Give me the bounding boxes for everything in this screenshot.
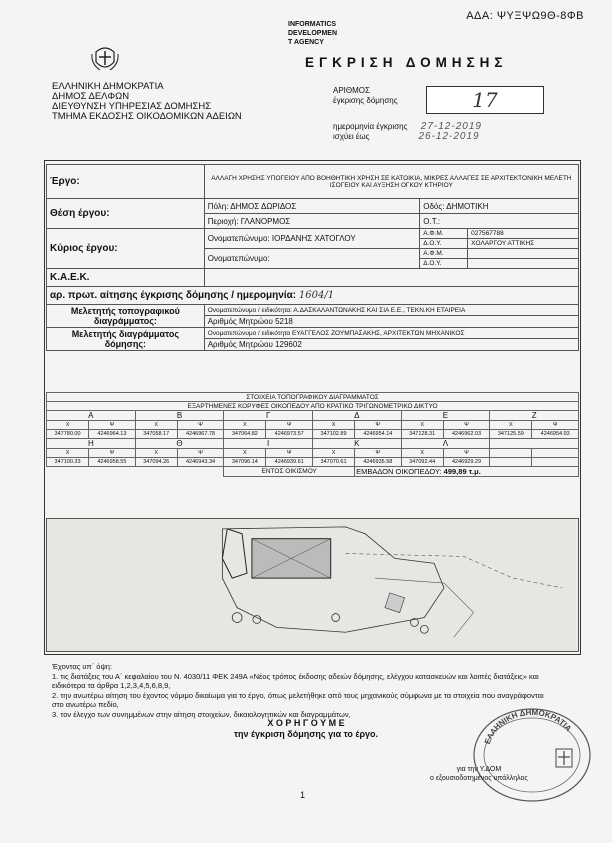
- afm-label-2: Α.Φ.Μ.: [420, 249, 468, 259]
- coord-cell: [532, 458, 579, 467]
- vertex-letter: Α: [47, 411, 136, 421]
- coord-cell: 4246954.93: [532, 430, 579, 439]
- owner-name-2: Ονοματεπώνυμο:: [204, 249, 420, 269]
- meletitis-dom-name: Ονοματεπώνυμο / ειδικότητα ΕΥΑΓΓΕΛΟΣ ΖΟΥΜΠΑΣΑΚΗΣ, ΑΡΧΙΤΕΚΤΩΝ ΜΗΧΑΝΙΚΟΣ: [204, 328, 578, 339]
- authority-line: ΕΛΛΗΝΙΚΗ ΔΗΜΟΚΡΑΤΙΑ: [52, 81, 164, 92]
- spacer: [47, 467, 224, 477]
- coord-cell: 347064.82: [224, 430, 266, 439]
- meletitis-dom-label: Μελετητής διαγράμματος δόμησης:: [47, 328, 205, 351]
- kaek-value: [204, 269, 578, 287]
- kaek-label: Κ.Α.Ε.Κ.: [47, 269, 205, 287]
- coord-cell: 4246929.29: [443, 458, 490, 467]
- doy-label-1: Δ.Ο.Υ.: [420, 239, 468, 249]
- coord-cell: 347780.00: [47, 430, 89, 439]
- coord-cell: 347128.31: [401, 430, 443, 439]
- coord-cell: 347058.17: [135, 430, 177, 439]
- vertex-letter: Γ: [224, 411, 313, 421]
- y-header: Ψ: [266, 421, 313, 430]
- y-header: Ψ: [89, 449, 136, 458]
- odos: Οδός: ΔΗΜΟΤΙΚΗ: [420, 199, 579, 214]
- coord-cell: 4246954.14: [355, 430, 402, 439]
- number-label-sub: έγκρισης δόμησης: [333, 96, 398, 105]
- coord-cell: 347102.89: [312, 430, 354, 439]
- signature-block: [430, 765, 528, 783]
- coord-cell: [490, 458, 532, 467]
- vertex-letter: Ζ: [490, 411, 579, 421]
- x-header: Χ: [224, 421, 266, 430]
- vertex-letter: Η: [47, 439, 136, 449]
- coord-cell: 4246962.03: [443, 430, 490, 439]
- coord-cell: 347092.44: [401, 458, 443, 467]
- owner-name-1: Ονοματεπώνυμο: ΙΟΡΔΑΝΗΣ ΧΑΤΟΓΛΟΥ: [204, 229, 420, 249]
- y-header: Ψ: [355, 421, 402, 430]
- x-header: Χ: [135, 449, 177, 458]
- x-header: Χ: [401, 421, 443, 430]
- considerations-heading: Έχοντας υπ΄ όψη:: [52, 662, 113, 671]
- afm-value-1: 027567788: [468, 229, 579, 239]
- coord-cell: 347125.59: [490, 430, 532, 439]
- afm-label-1: Α.Φ.Μ.: [420, 229, 468, 239]
- ergo-label: Έργο:: [47, 165, 205, 199]
- y-header: Ψ: [266, 449, 313, 458]
- vertex-letter: Β: [135, 411, 224, 421]
- y-header: Ψ: [532, 421, 579, 430]
- y-header: Ψ: [177, 421, 224, 430]
- number-label-main: ΑΡΙΘΜΟΣ: [333, 86, 370, 95]
- page-number: 1: [300, 790, 306, 800]
- authority-line: ΔΙΕΥΘΥΝΣΗ ΥΠΗΡΕΣΙΑΣ ΔΟΜΗΣΗΣ: [52, 101, 212, 112]
- thesi-label: Θέση έργου:: [47, 199, 205, 229]
- logo-line: T AGENCY: [288, 39, 324, 46]
- aitisi-value: 1604/1: [298, 290, 335, 301]
- logo-line: INFORMATICS: [288, 21, 337, 28]
- svg-text:ΕΛΛΗΝΙΚΗ ΔΗΜΟΚΡΑΤΙΑ: [483, 708, 573, 745]
- dates-block: [333, 122, 482, 142]
- doy-label-2: Δ.Ο.Υ.: [420, 259, 468, 269]
- y-header: Ψ: [443, 421, 490, 430]
- ergo-text: ΑΛΛΑΓΗ ΧΡΗΣΗΣ ΥΠΟΓΕΙΟΥ ΑΠΟ ΒΟΗΘΗΤΙΚΗ ΧΡΗΣΗ ΣΕ ΚΑΤΟΙΚΙΑ, ΜΙΚΡΕΣ ΑΛΛΑΓΕΣ ΣΕ ΑΡΧΙΤΕΚΤΟΝΙΚΗ ΜΕΛΕΤΗ ΙΣΟΓΕΙΟΥ ΚΑΙ ΑΥΞΗΣΗ ΟΓΚΟΥ ΚΤΗΡΙΟΥ: [204, 165, 578, 199]
- approval-number: 17: [472, 88, 498, 112]
- vertex-letter: Ι: [224, 439, 313, 449]
- coord-cell: 4246967.78: [177, 430, 224, 439]
- x-header: Χ: [490, 421, 532, 430]
- coord-cell: 347100.33: [47, 458, 89, 467]
- entos-oikismou: ΕΝΤΟΣ ΟΙΚΙΣΜΟΥ: [224, 467, 355, 477]
- informatics-agency-logo: [288, 20, 337, 47]
- authority-line: ΔΗΜΟΣ ΔΕΛΦΩΝ: [52, 91, 130, 102]
- logo-line: DEVELOPMEN: [288, 30, 338, 37]
- y-header: Ψ: [443, 449, 490, 458]
- aitisi-row: [47, 287, 579, 305]
- site-plan-drawing: [46, 518, 579, 652]
- vertex-letter: Λ: [401, 439, 490, 449]
- coord-cell: 4246973.57: [266, 430, 313, 439]
- meletitis-dom-mitroo: Αριθμός Μητρώου 129602: [204, 339, 578, 351]
- ada-code: ΑΔΑ: ΨΥΞΨΩ9Θ-8ΦΒ: [466, 10, 584, 22]
- poli: Πόλη: ΔΗΜΟΣ ΔΩΡΙΔΟΣ: [204, 199, 420, 214]
- x-header: Χ: [224, 449, 266, 458]
- number-box: [426, 86, 544, 114]
- topographic-table: [46, 392, 579, 477]
- official-stamp: [470, 705, 594, 805]
- topo-title-1: ΣΤΟΙΧΕΙΑ ΤΟΠΟΓΡΑΦΙΚΟΥ ΔΙΑΓΡΑΜΜΑΤΟΣ: [47, 393, 579, 402]
- consideration-item: 2. την ανωτέρω αίτηση του έχοντος νόμιμο δικαίωμα για το έργο, όπως μελετήθηκε από τους μηχανικούς σύμφωνα με τα στοιχεία που αναγράφονται στο ανωτέρω πεδίο,: [52, 690, 544, 710]
- coord-cell: 4246935.58: [355, 458, 402, 467]
- x-header: Χ: [47, 449, 89, 458]
- y-header: Ψ: [89, 421, 136, 430]
- y-header: Ψ: [177, 449, 224, 458]
- vertex-letter: Δ: [312, 411, 401, 421]
- valid-until-value: 26-12-2019: [418, 131, 480, 142]
- consideration-item: 1. τις διατάξεις του Α΄ κεφαλαίου του Ν. 4030/11 ΦΕΚ 249Α «Νέος τρόπος έκδοσης αδειών δόμησης, ελέγχου κατασκευών και λοιπές διατάξεις» και ειδικότερα τα άρθρα 1,2,3,4,5,6,8,9,: [52, 671, 539, 691]
- coat-of-arms-icon: [90, 42, 120, 74]
- project-details-table: [46, 164, 579, 351]
- x-header: Χ: [401, 449, 443, 458]
- coord-cell: 4246958.55: [89, 458, 136, 467]
- doy-value-2: [468, 259, 579, 269]
- aitisi-label: αρ. πρωτ. αίτησης έγκρισης δόμησης / ημερομηνία:: [50, 290, 297, 301]
- y-header: Ψ: [355, 449, 402, 458]
- consideration-item: 3. τον έλεγχο των συνημμένων στην αίτηση στοιχείων, δικαιολογητικών και διαγραμμάτων,: [52, 709, 351, 719]
- vertex-letter: Κ: [312, 439, 401, 449]
- signature-line-1: για την Υ.ΔΟΜ: [456, 766, 502, 773]
- doy-value-1: ΧΟΛΑΡΓΟΥ ΑΤΤΙΚΗΣ: [468, 239, 579, 249]
- x-header: Χ: [312, 421, 354, 430]
- empty-cell: [532, 449, 579, 458]
- vertex-letter: Θ: [135, 439, 224, 449]
- stamp-text: ΕΛΛΗΝΙΚΗ ΔΗΜΟΚΡΑΤΙΑ: [482, 707, 574, 746]
- meletitis-topo-name: Ονοματεπώνυμο / ειδικότητα: Α.ΔΑΣΚΑΛΑΝΤΩΝΑΚΗΣ ΚΑΙ ΣΙΑ Ε.Ε., ΤΕΚΝ.ΚΗ ΕΤΑΙΡΕΙΑ: [204, 305, 578, 316]
- approval-date-value: 27-12-2019: [420, 121, 482, 132]
- meletitis-topo-mitroo: Αριθμός Μητρώου 5218: [204, 316, 578, 328]
- coord-cell: 347094.26: [135, 458, 177, 467]
- kyrios-label: Κύριος έργου:: [47, 229, 205, 269]
- authority-block: [52, 82, 242, 122]
- perioxi: Περιοχή: ΓΛΑΝΟΡΜΟΣ: [204, 214, 420, 229]
- grant-text: την έγκριση δόμησης για το έργο.: [233, 729, 379, 739]
- afm-value-2: [468, 249, 579, 259]
- x-header: Χ: [135, 421, 177, 430]
- signature-line-2: ο εξουσιοδοτημένος υπάλληλος: [430, 775, 528, 782]
- emvadon-value: 499,89 τ.μ.: [443, 467, 481, 476]
- emvadon-label: ΕΜΒΑΔΟΝ ΟΙΚΟΠΕΔΟΥ:: [356, 467, 442, 476]
- coord-cell: 4246964.13: [89, 430, 136, 439]
- coord-cell: 4246939.61: [266, 458, 313, 467]
- emvadon-cell: [355, 467, 579, 477]
- document-title: ΕΓΚΡΙΣΗ ΔΟΜΗΣΗΣ: [305, 55, 508, 70]
- grant-heading: Χ Ο Ρ Η Γ Ο Υ Μ Ε: [267, 718, 345, 728]
- coord-cell: 347096.14: [224, 458, 266, 467]
- ot: Ο.Τ.:: [420, 214, 579, 229]
- coord-cell: 4246943.34: [177, 458, 224, 467]
- vertex-letter: [490, 439, 579, 449]
- valid-until-label: ισχύει έως: [333, 132, 370, 141]
- topo-title-2: ΕΞΑΡΤΗΜΕΝΕΣ ΚΟΡΥΦΕΣ ΟΙΚΟΠΕΔΟΥ ΑΠΟ ΚΡΑΤΙΚΟ ΤΡΙΓΩΝΟΜΕΤΡΙΚΟ ΔΙΚΤΥΟ: [47, 402, 579, 411]
- vertex-letter: Ε: [401, 411, 490, 421]
- x-header: Χ: [312, 449, 354, 458]
- coord-cell: 347070.61: [312, 458, 354, 467]
- approval-date-label: ημερομηνία έγκρισης: [333, 122, 408, 131]
- meletitis-topo-label: Μελετητής τοπογραφικού διαγράμματος:: [47, 305, 205, 328]
- empty-cell: [490, 449, 532, 458]
- authority-line: ΤΜΗΜΑ ΕΚΔΟΣΗΣ ΟΙΚΟΔΟΜΙΚΩΝ ΑΔΕΙΩΝ: [52, 111, 242, 122]
- number-label: [333, 86, 398, 106]
- x-header: Χ: [47, 421, 89, 430]
